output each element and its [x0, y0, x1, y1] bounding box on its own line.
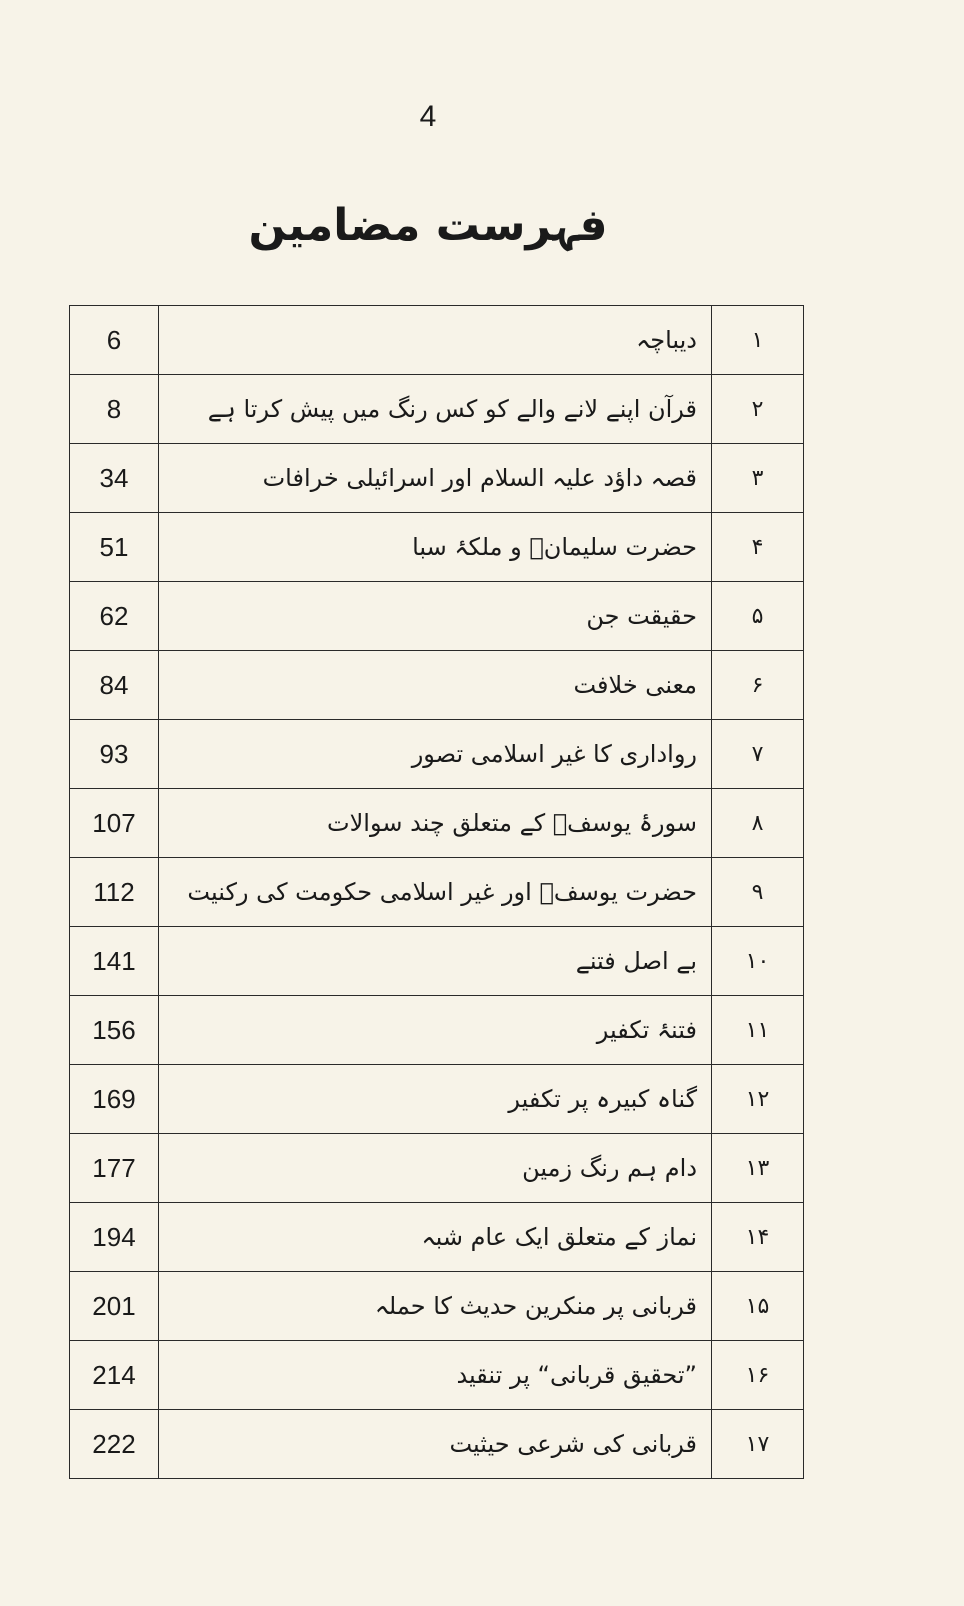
entry-title: قربانی کی شرعی حیثیت	[159, 1410, 712, 1479]
table-row	[70, 789, 804, 858]
entry-page: 169	[70, 1065, 159, 1134]
entry-number: ۱۲	[712, 1065, 804, 1134]
table-row	[70, 1272, 804, 1341]
table-row	[70, 1065, 804, 1134]
entry-title: بے اصل فتنے	[159, 927, 712, 996]
table-row	[70, 1410, 804, 1479]
entry-page: 112	[70, 858, 159, 927]
entry-number: ۱۱	[712, 996, 804, 1065]
entry-title: نماز کے متعلق ایک عام شبہ	[159, 1203, 712, 1272]
entry-page: 34	[70, 444, 159, 513]
table-row	[70, 858, 804, 927]
entry-number: ۸	[712, 789, 804, 858]
table-row	[70, 651, 804, 720]
entry-number: ۴	[712, 513, 804, 582]
entry-number: ۹	[712, 858, 804, 927]
table-row	[70, 996, 804, 1065]
entry-page: 51	[70, 513, 159, 582]
entry-number: ۳	[712, 444, 804, 513]
table-row	[70, 720, 804, 789]
entry-number: ۷	[712, 720, 804, 789]
page-number: 4	[419, 100, 437, 133]
entry-number: ۱۷	[712, 1410, 804, 1479]
entry-title: گناہ کبیرہ پر تکفیر	[159, 1065, 712, 1134]
table-of-contents	[69, 305, 804, 1479]
entry-title: حضرت یوسفؑ اور غیر اسلامی حکومت کی رکنیت	[159, 858, 712, 927]
entry-number: ۱۶	[712, 1341, 804, 1410]
entry-page: 62	[70, 582, 159, 651]
table-row	[70, 513, 804, 582]
table-row	[70, 306, 804, 375]
entry-page: 222	[70, 1410, 159, 1479]
entry-page: 156	[70, 996, 159, 1065]
table-row	[70, 1203, 804, 1272]
entry-page: 214	[70, 1341, 159, 1410]
table-row	[70, 927, 804, 996]
entry-title: قربانی پر منکرین حدیث کا حملہ	[159, 1272, 712, 1341]
entry-title: دیباچہ	[159, 306, 712, 375]
entry-number: ۱۰	[712, 927, 804, 996]
entry-page: 6	[70, 306, 159, 375]
entry-page: 194	[70, 1203, 159, 1272]
entry-title: قصہ داؤد علیہ السلام اور اسرائیلی خرافات	[159, 444, 712, 513]
table-row	[70, 1134, 804, 1203]
entry-title: معنی خلافت	[159, 651, 712, 720]
entry-title: حضرت سلیمانؑ و ملکۂ سبا	[159, 513, 712, 582]
entry-number: ۱۳	[712, 1134, 804, 1203]
entry-page: 93	[70, 720, 159, 789]
entry-page: 84	[70, 651, 159, 720]
entry-title: رواداری کا غیر اسلامی تصور	[159, 720, 712, 789]
entry-number: ۱۵	[712, 1272, 804, 1341]
entry-title: قرآن اپنے لانے والے کو کس رنگ میں پیش کرتا ہے	[159, 375, 712, 444]
entry-title: ”تحقیق قربانی“ پر تنقید	[159, 1341, 712, 1410]
table-row	[70, 444, 804, 513]
table-row	[70, 1341, 804, 1410]
entry-page: 141	[70, 927, 159, 996]
entry-title: حقیقت جن	[159, 582, 712, 651]
entry-page: 201	[70, 1272, 159, 1341]
toc-body	[70, 306, 804, 1479]
entry-title: فتنۂ تکفیر	[159, 996, 712, 1065]
entry-number: ۱	[712, 306, 804, 375]
entry-number: ۶	[712, 651, 804, 720]
entry-page: 8	[70, 375, 159, 444]
entry-page: 107	[70, 789, 159, 858]
page-title: فہرست مضامین	[248, 200, 608, 251]
table-row	[70, 582, 804, 651]
table-row	[70, 375, 804, 444]
entry-number: ۱۴	[712, 1203, 804, 1272]
entry-title: دام ہم رنگ زمین	[159, 1134, 712, 1203]
entry-title: سورۂ یوسفؑ کے متعلق چند سوالات	[159, 789, 712, 858]
entry-number: ۵	[712, 582, 804, 651]
entry-page: 177	[70, 1134, 159, 1203]
entry-number: ۲	[712, 375, 804, 444]
